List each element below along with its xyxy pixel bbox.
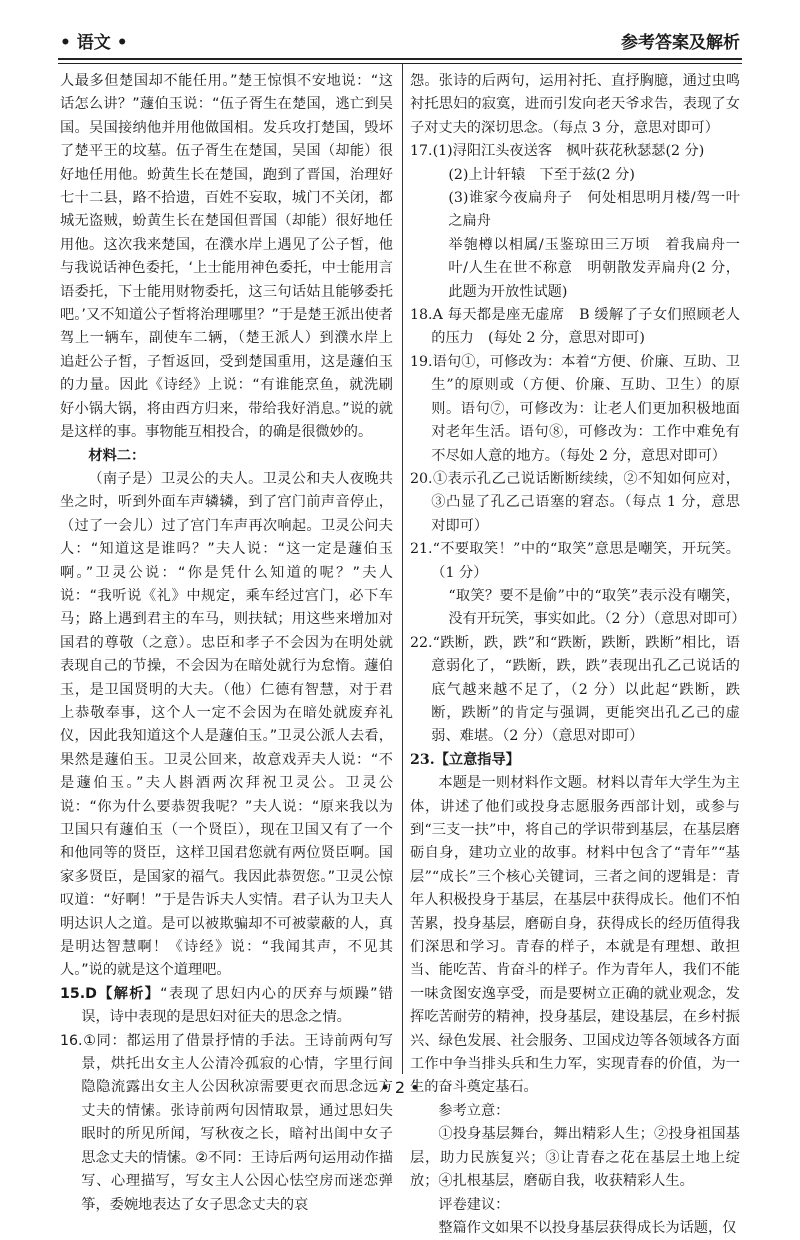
answer-15	[60, 983, 393, 1030]
material-two-heading: 材料二：	[88, 447, 146, 464]
answer-20: 20.①表示孔乙己说话断断续续，②不知如何应对，③凸显了孔乙己语塞的窘态。（每点 1 分，意思对即可）	[410, 470, 740, 534]
answer-15-number: 15.D	[60, 985, 97, 1002]
answer-23-number: 23.	[410, 751, 435, 768]
reference-idea-text: ①投身基层舞台，舞出精彩人生；②投身祖国基层，助力民族复兴；③让青春之花在基层土地上绽放；④扎根基层，磨砺自我，收获精彩人生。	[410, 1126, 740, 1190]
answer-17-part2: (2)上计轩辕 下至于兹(2 分)	[448, 166, 635, 183]
analysis-tag: 【解析】	[96, 985, 161, 1002]
answer-16: 16.①同：都运用了借景抒情的手法。王诗前两句写景，烘托出女主人公清冷孤寂的心情，字里行间隐隐流露出女主人公因秋凉需要更衣而思念远方丈夫的情愫。张诗前两句因情取景，通过思妇失眠时的所见所闻，写秋夜之长，暗衬出闺中女子思念丈夫的情愫。②不同：王诗后两句运用动作描写、心理描写，写女主人公因心怯空房而迷恋弹筝，委婉地表达了女子思念丈夫的哀	[60, 1032, 393, 1213]
answer-21-part2: “取笑？要不是偷”中的“取笑”表示没有嘲笑，没有开玩笑，事实如此。（2 分）（意思对即可）	[448, 587, 746, 628]
reference-idea-label: 参考立意：	[438, 1102, 510, 1119]
header-rule-thin	[58, 63, 742, 64]
subject-label: • 语文 •	[60, 33, 128, 53]
answer-18: 18.A 每天都是座无虚席 B 缓解了子女们照顾老人的压力 (每处 2 分，意思对即可)	[410, 307, 740, 347]
translation-paragraph-two: （南子是）卫灵公的夫人。卫灵公和夫人夜晚共坐之时，听到外面车声辚辚，到了宫门前声音停止，（过了一会儿）过了宫门车声再次响起。卫灵公问夫人：“知道这是谁吗？”夫人说：“这一定是蘧伯玉啊。”卫灵公说：“你是凭什么知道的呢？”夫人说：“我听说《礼》中规定，乘车经过宫门，必下车马；路上遇到君主的车马，则扶轼；用这些来增加对国君的尊敬（之意）。忠臣和孝子不会因为在明处就表现自己的节操，不会因为在暗处就行为怠惰。蘧伯玉，是卫国贤明的大夫。（他）仁德有智慧，对于君上恭敬奉事，这个人一定不会因为在暗处就废弃礼仪，因此我知道这个人是蘧伯玉。”卫灵公派人去看，果然是蘧伯玉。卫灵公回来，故意戏弄夫人说：“不是蘧伯玉。”夫人斟酒两次拜祝卫灵公。卫灵公说：“你为什么要恭贺我呢？”夫人说：“原来我以为卫国只有蘧伯玉（一个贤臣），现在卫国又有了一个和他同等的贤臣，这样卫国君您就有两位贤臣啊。国家多贤臣，是国家的福气。我因此恭贺您。”卫灵公惊叹道：“好啊！”于是告诉夫人实情。君子认为卫夫人明达识人之道。是可以被欺骗却不可被蒙蔽的人，真是明达智慧啊！《诗经》说：“我闻其声，不见其人。”说的就是这个道理吧。	[60, 470, 393, 979]
answer-23-heading	[410, 749, 740, 772]
answer-17-part3-cont: 举匏樽以相属/玉鉴琼田三万顷 着我扁舟一叶/人生在世不称意 明朝散发弄扁舟(2 分，此题为开放性试题)	[448, 236, 740, 300]
column-divider	[402, 64, 403, 1074]
grading-advice-label: 评卷建议：	[438, 1196, 510, 1213]
answer-21-part1: 21.“不要取笑！”中的“取笑”意思是嘲笑，开玩笑。（1 分）	[410, 541, 740, 581]
answer-19: 19.语句①，可修改为：本着“方便、价廉、互助、卫生”的原则或（方便、价廉、互助、卫生）的原则。语句⑦，可修改为：让老人们更加积极地面对老年生活。语句⑧，可修改为：工作中难免有不尽如人意的地方。（每处 2 分，意思对即可）	[410, 353, 740, 464]
left-column	[60, 70, 393, 1213]
grading-advice-text: 整篇作文如果不以投身基层获得成长为话题，仅	[438, 1219, 737, 1236]
guidance-tag: 【立意指导】	[434, 751, 520, 768]
answer-23-guidance: 本题是一则材料作文题。材料以青年大学生为主体，讲述了他们或投身志愿服务西部计划，或参与到“三支一扶”中，将自己的学识带到基层，在基层磨砺自身，建功立业的故事。材料中包含了“青年”“基层”“成长”三个核心关键词，三者之间的逻辑是：青年人积极投身于基层，在基层中获得成长。他们不怕苦累，投身基层，磨砺自身，获得成长的经历值得我们深思和学习。青春的样子，本就是有理想、敢担当、能吃苦、肯奋斗的样子。作为青年人，我们不能一味贪图安逸享受，而是要树立正确的就业观念，发挥吃苦耐劳的精神，投身基层，建设基层，在乡村振兴、绿色发展、社会服务、卫国戍边等各领域各方面工作中争当排头兵和生力军，实现青春的价值，为一生的奋斗奠定基石。	[410, 775, 740, 1096]
answer-15-text: “表现了思妇内心的厌弃与烦躁”错误，诗中表现的是思妇对征夫的思念之情。	[81, 985, 393, 1026]
answer-22: 22.“跌断，跌，跌”和“跌断，跌断，跌断”相比，语意弱化了，“跌断，跌，跌”表现出孔乙己说话的底气越来越不足了，（2 分）以此起“跌断，跌断，跌断”的肯定与强调，更能突出孔乙己的虚弱、难堪。（2 分）（意思对即可）	[410, 634, 740, 745]
right-column	[410, 70, 746, 1236]
header-rule	[58, 58, 742, 60]
page-number: • 2 •	[380, 1078, 420, 1097]
answer-16-continued: 怨。张诗的后两句，运用衬托、直抒胸臆，通过虫鸣衬托思妇的寂寞，进而引发向老天爷求告，表现了女子对丈夫的深切思念。（每点 3 分，意思对即可）	[410, 73, 740, 136]
translation-paragraph: 人最多但楚国却不能任用。”楚王惊惧不安地说：“这话怎么讲？”蘧伯玉说：“伍子胥生在楚国，逃亡到吴国。吴国接纳他并用他做国相。发兵攻打楚国，毁坏了楚平王的坟墓。伍子胥生在楚国，吴国（却能）很好地任用他。蚡黄生长在楚国，跑到了晋国，治理好七十二县，路不拾遗，百姓不妄取，城门不关闭，都城无盗贼，蚡黄生长在楚国但晋国（却能）很好地任用他。这次我来楚国，在濮水岸上遇见了公子皙，他与我说话神色委托，‘上士能用神色委托，中士能用言语委托，下士能用财物委托，这三句话姑且能够委托吧。’又不知道公子皙将治理哪里？”于是楚王派出使者驾上一辆车，副使车二辆，（楚王派人）到濮水岸上追赶公子皙，子皙返回，受到楚国重用，这是蘧伯玉的力量。因此《诗经》上说：“有谁能烹鱼，就洗刷好小锅大锅，将由西方归来，带给我好消息。”说的就是这样的事。事物能互相投合，的确是很微妙的。	[60, 73, 393, 441]
answer-17-part3: (3)谁家今夜扁舟子 何处相思明月楼/驾一叶之扁舟	[448, 190, 740, 230]
answer-17-part1: 17.(1)浔阳江头夜送客 枫叶荻花秋瑟瑟(2 分)	[410, 143, 705, 160]
page-header	[58, 18, 742, 58]
header-title: 参考答案及解析	[621, 33, 740, 53]
